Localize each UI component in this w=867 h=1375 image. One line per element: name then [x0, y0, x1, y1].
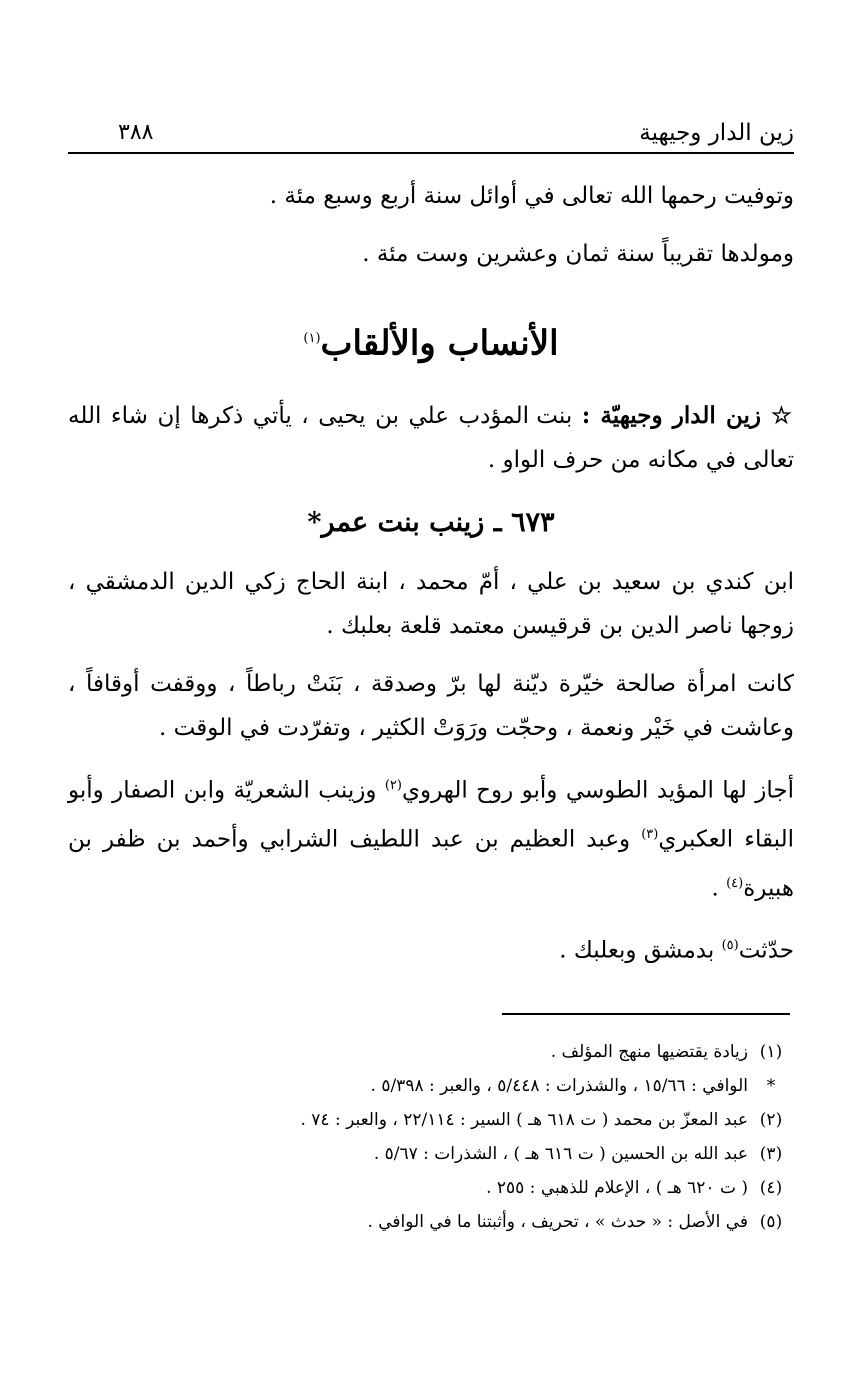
footnote-ref-4[interactable]: (٤) — [726, 875, 744, 891]
footnote-text: في الأصل : « حدث » ، تحريف ، وأثبتنا ما في الوافي . — [367, 1211, 748, 1232]
paragraph-death: وتوفيت رحمها الله تعالى في أوائل سنة أربع وسبع مئة . — [269, 183, 794, 209]
paragraph-birth: ومولدها تقريباً سنة ثمان وعشرين وست مئة . — [362, 241, 794, 267]
footnote-text: الوافي : ١٥/٦٦ ، والشذرات : ٥/٤٤٨ ، والعبر : ٥/٣٩٨ . — [370, 1075, 748, 1096]
para3-part-b: وزينب الشعريّة وابن الصفار وأبو البقاء العكبري — [68, 777, 794, 853]
footnote-ref-1[interactable]: (١) — [303, 331, 321, 346]
footnote-text: عبد الله بن الحسين ( ت ٦١٦ هـ ) ، الشذرات : ٥/٦٧ . — [373, 1143, 748, 1164]
entry-673-para4 — [68, 924, 794, 973]
entry-ansab — [68, 394, 794, 482]
footnote-mark: (٤) — [759, 1177, 783, 1198]
footnote-text: ( ت ٦٢٠ هـ ) ، الإعلام للذهبي : ٢٥٥ . — [486, 1177, 748, 1198]
entry-673-para3 — [68, 764, 794, 910]
footnote-text: زيادة يقتضيها منهج المؤلف . — [550, 1041, 748, 1062]
footnote-ref-5[interactable]: (٥) — [721, 938, 739, 954]
entry-673-heading: ٦٧٣ ـ زينب بنت عمر* — [307, 507, 555, 539]
footnote-mark: (٢) — [759, 1109, 783, 1130]
footnote-mark: (١) — [759, 1041, 783, 1062]
entry-ansab-lead: ☆ زين الدار وجيهيّة : — [581, 402, 794, 430]
footnote-text: عبد المعزّ بن محمد ( ت ٦١٨ هـ ) السير : ٢٢/١١٤ ، والعبر : ٧٤ . — [300, 1109, 748, 1130]
page-number: ٣٨٨ — [118, 120, 154, 145]
running-title: زين الدار وجيهية — [639, 120, 794, 146]
para3-part-c: وعبد العظيم بن عبد اللطيف الشرابي وأحمد بن ظفر بن هبيرة — [68, 826, 794, 902]
footnote-mark: (٥) — [759, 1211, 783, 1232]
footnote-ref-2[interactable]: (٢) — [384, 778, 402, 794]
footnote-item — [68, 1069, 794, 1103]
book-page — [68, 112, 794, 1239]
footnote-item — [68, 1171, 794, 1205]
footnote-item — [68, 1103, 794, 1137]
entry-ansab-text: بنت المؤدب علي بن يحيى ، يأتي ذكرها إن شاء الله تعالى في مكانه من حرف الواو . — [68, 403, 794, 474]
entry-673-para2: كانت امرأة صالحة خيّرة ديّنة لها برّ وصدقة ، بَنَتْ رباطاً ، ووقفت أوقافاً ، وعاشت في خَيْر ونعمة ، وحجّت ورَوَتْ الكثير ، وتفرّدت في الوقت . — [68, 671, 794, 742]
page-header — [68, 112, 794, 154]
footnote-divider — [502, 1013, 790, 1015]
footnote-mark: (٣) — [759, 1143, 783, 1164]
para4-part-a: حدّثت — [738, 937, 794, 964]
footnote-mark: * — [766, 1075, 776, 1096]
footnote-item — [68, 1035, 794, 1069]
footnote-ref-3[interactable]: (٣) — [641, 826, 659, 842]
entry-673-para1: ابن كندي بن سعيد بن علي ، أمّ محمد ، ابنة الحاج زكي الدين الدمشقي ، زوجها ناصر الدين بن قرقيسن معتمد قلعة بعلبك . — [68, 569, 794, 640]
footnote-item — [68, 1137, 794, 1171]
para3-part-d: . — [711, 875, 727, 902]
section-title: الأنساب والألقاب — [320, 323, 559, 364]
footnotes — [68, 1035, 794, 1239]
para3-part-a: أجاز لها المؤيد الطوسي وأبو روح الهروي — [401, 777, 794, 804]
footnote-item — [68, 1205, 794, 1239]
section-heading — [68, 314, 794, 368]
para4-part-b: بدمشق وبعلبك . — [559, 937, 722, 964]
